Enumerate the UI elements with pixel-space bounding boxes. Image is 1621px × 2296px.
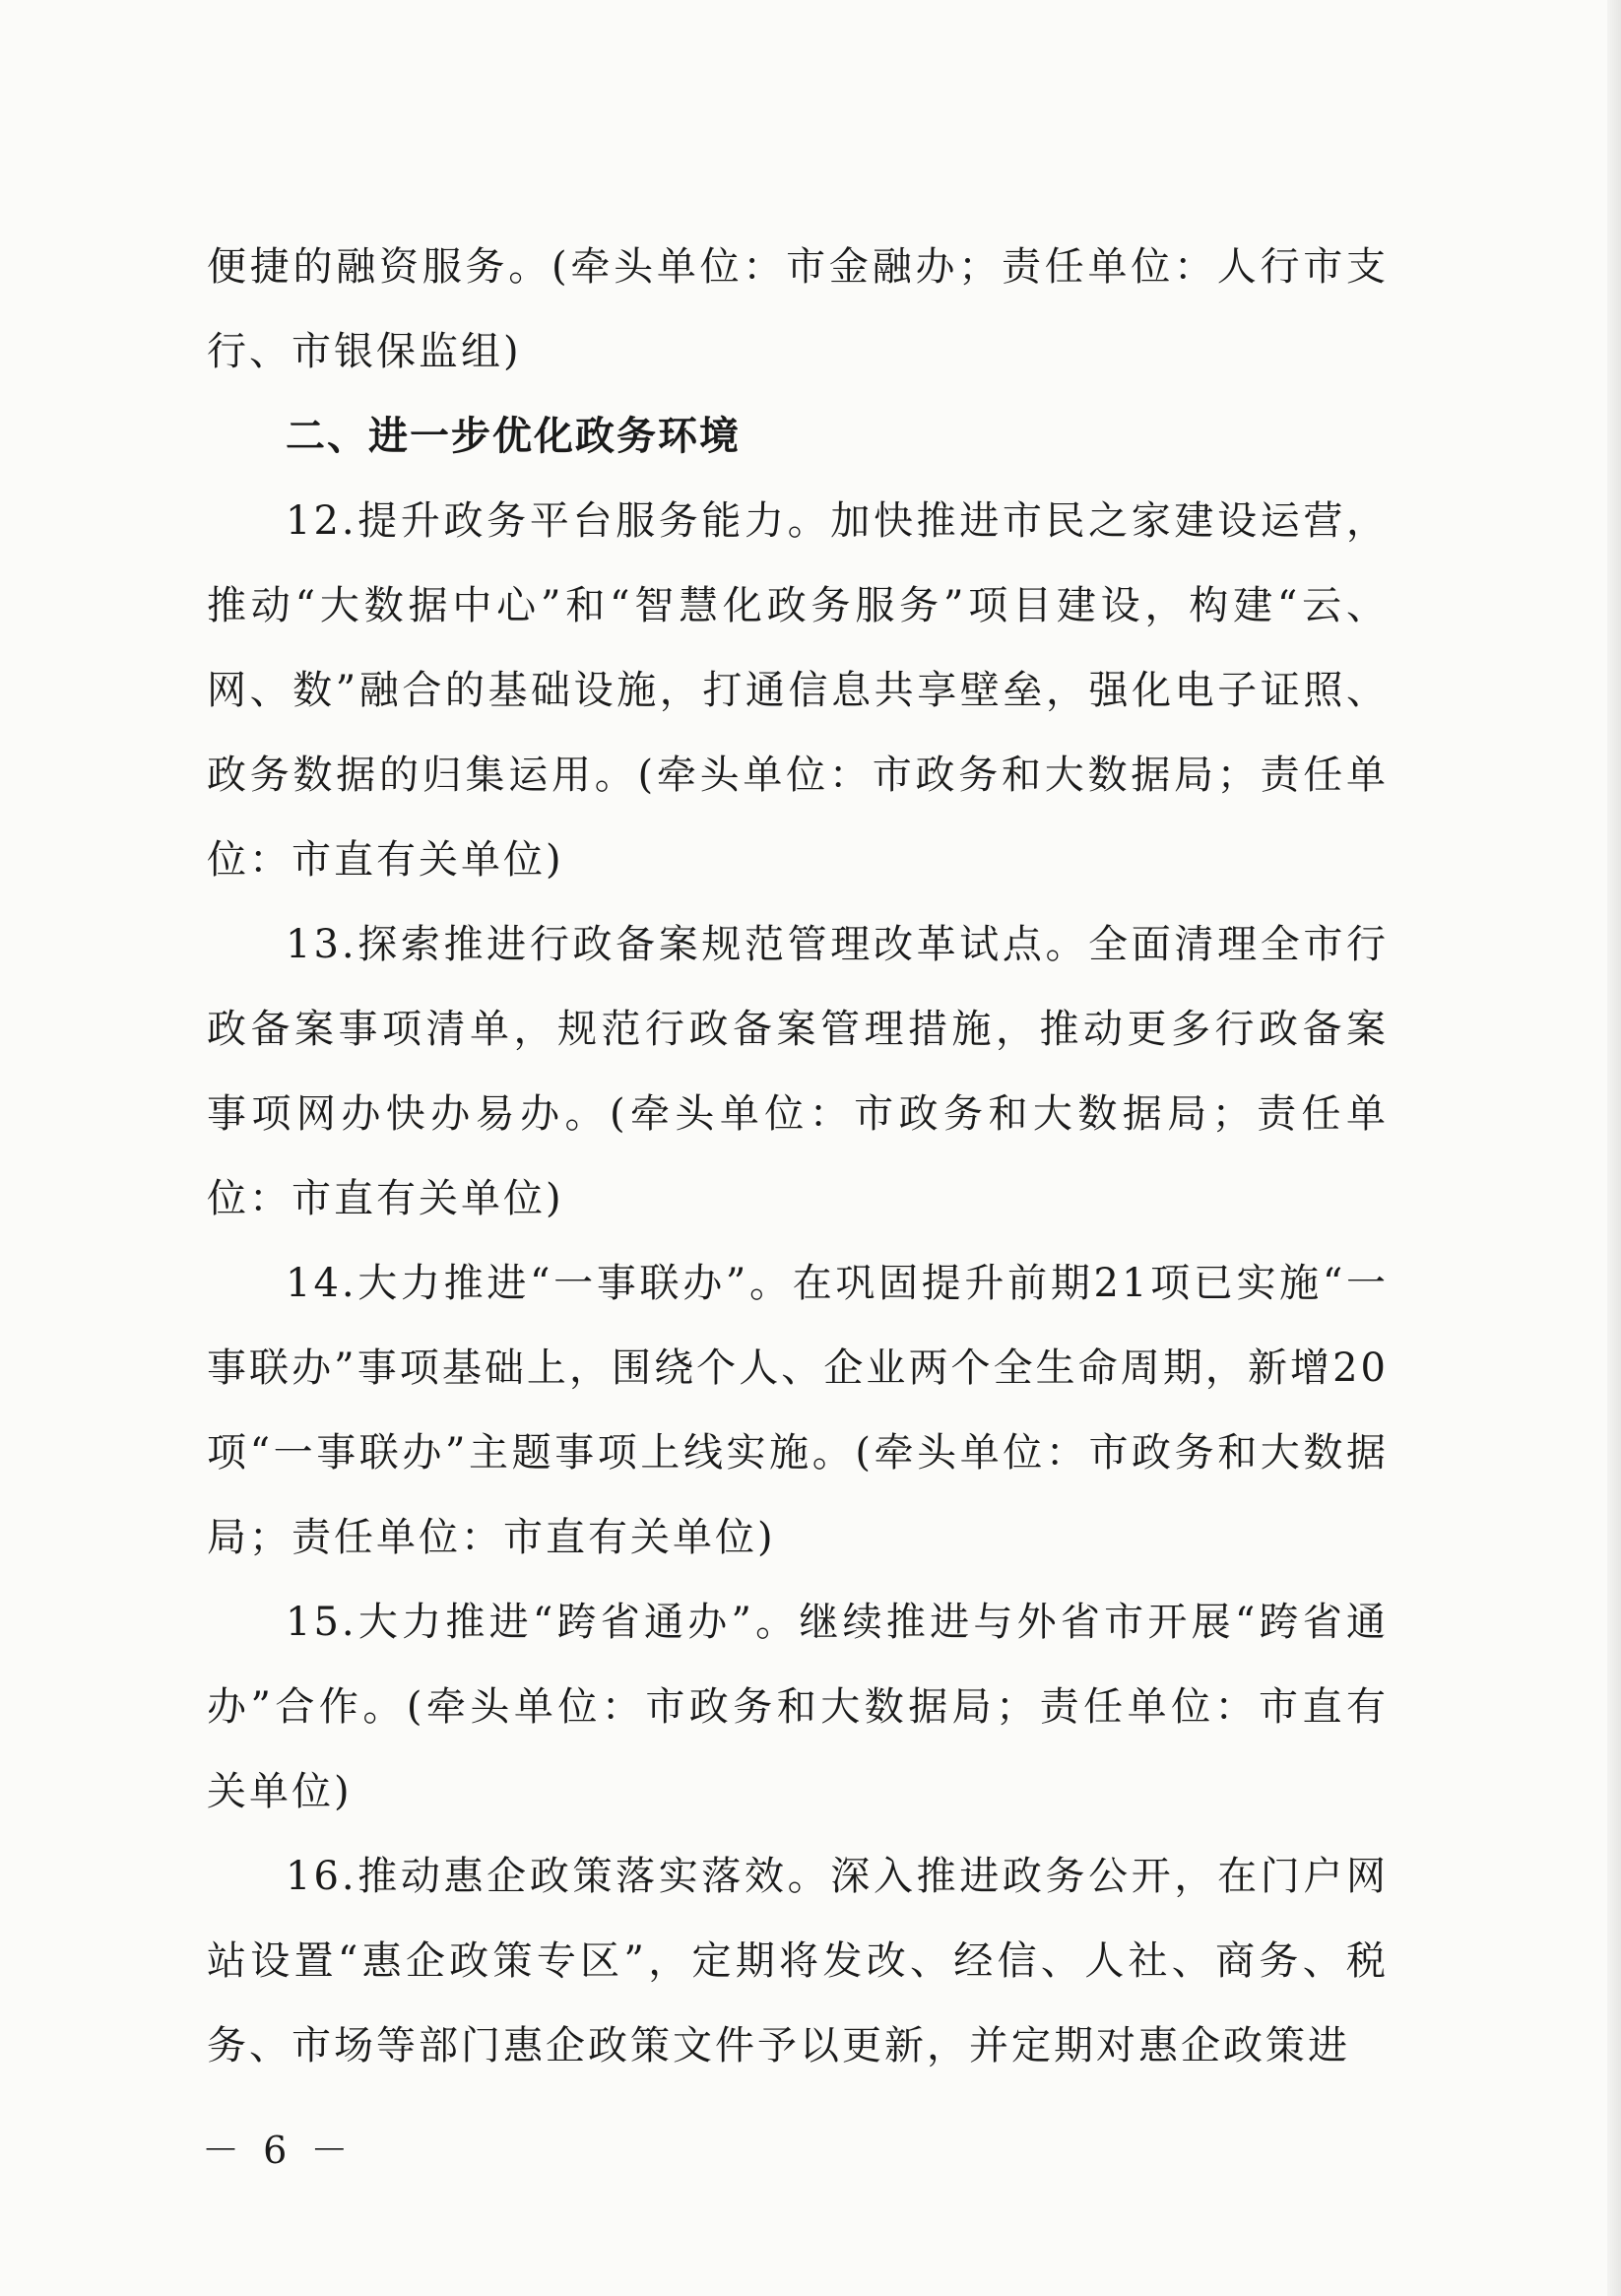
paragraph-continuation: 便捷的融资服务。(牵头单位：市金融办；责任单位：人行市支行、市银保监组) [207, 244, 1389, 374]
paragraph-item-16: 16.推动惠企政策落实落效。深入推进政务公开，在门户网站设置“惠企政策专区”，定期将发改、经信、人社、商务、税务、市场等部门惠企政策文件予以更新，并定期对惠企政策进 [207, 1854, 1389, 2068]
page-number: － 6 － [202, 2129, 355, 2172]
document-body [207, 225, 1389, 2088]
paragraph-item-14: 14.大力推进“一事联办”。在巩固提升前期21项已实施“一事联办”事项基础上，围绕个人、企业两个全生命周期，新增20项“一事联办”主题事项上线实施。(牵头单位：市政务和大数据局；责任单位：市直有关单位) [207, 1261, 1389, 1560]
paragraph-item-15: 15.大力推进“跨省通办”。继续推进与外省市开展“跨省通办”合作。(牵头单位：市政务和大数据局；责任单位：市直有关单位) [207, 1600, 1389, 1814]
paragraph-item-12: 12.提升政务平台服务能力。加快推进市民之家建设运营，推动“大数据中心”和“智慧化政务服务”项目建设，构建“云、网、数”融合的基础设施，打通信息共享壁垒，强化电子证照、政务数据的归集运用。(牵头单位：市政务和大数据局；责任单位：市直有关单位) [207, 498, 1389, 883]
scan-edge-shadow [1607, 0, 1621, 2296]
paragraph-item-13: 13.探索推进行政备案规范管理改革试点。全面清理全市行政备案事项清单，规范行政备案管理措施，推动更多行政备案事项网办快办易办。(牵头单位：市政务和大数据局；责任单位：市直有关单位) [207, 922, 1389, 1221]
section-heading: 二、进一步优化政务环境 [286, 414, 741, 459]
